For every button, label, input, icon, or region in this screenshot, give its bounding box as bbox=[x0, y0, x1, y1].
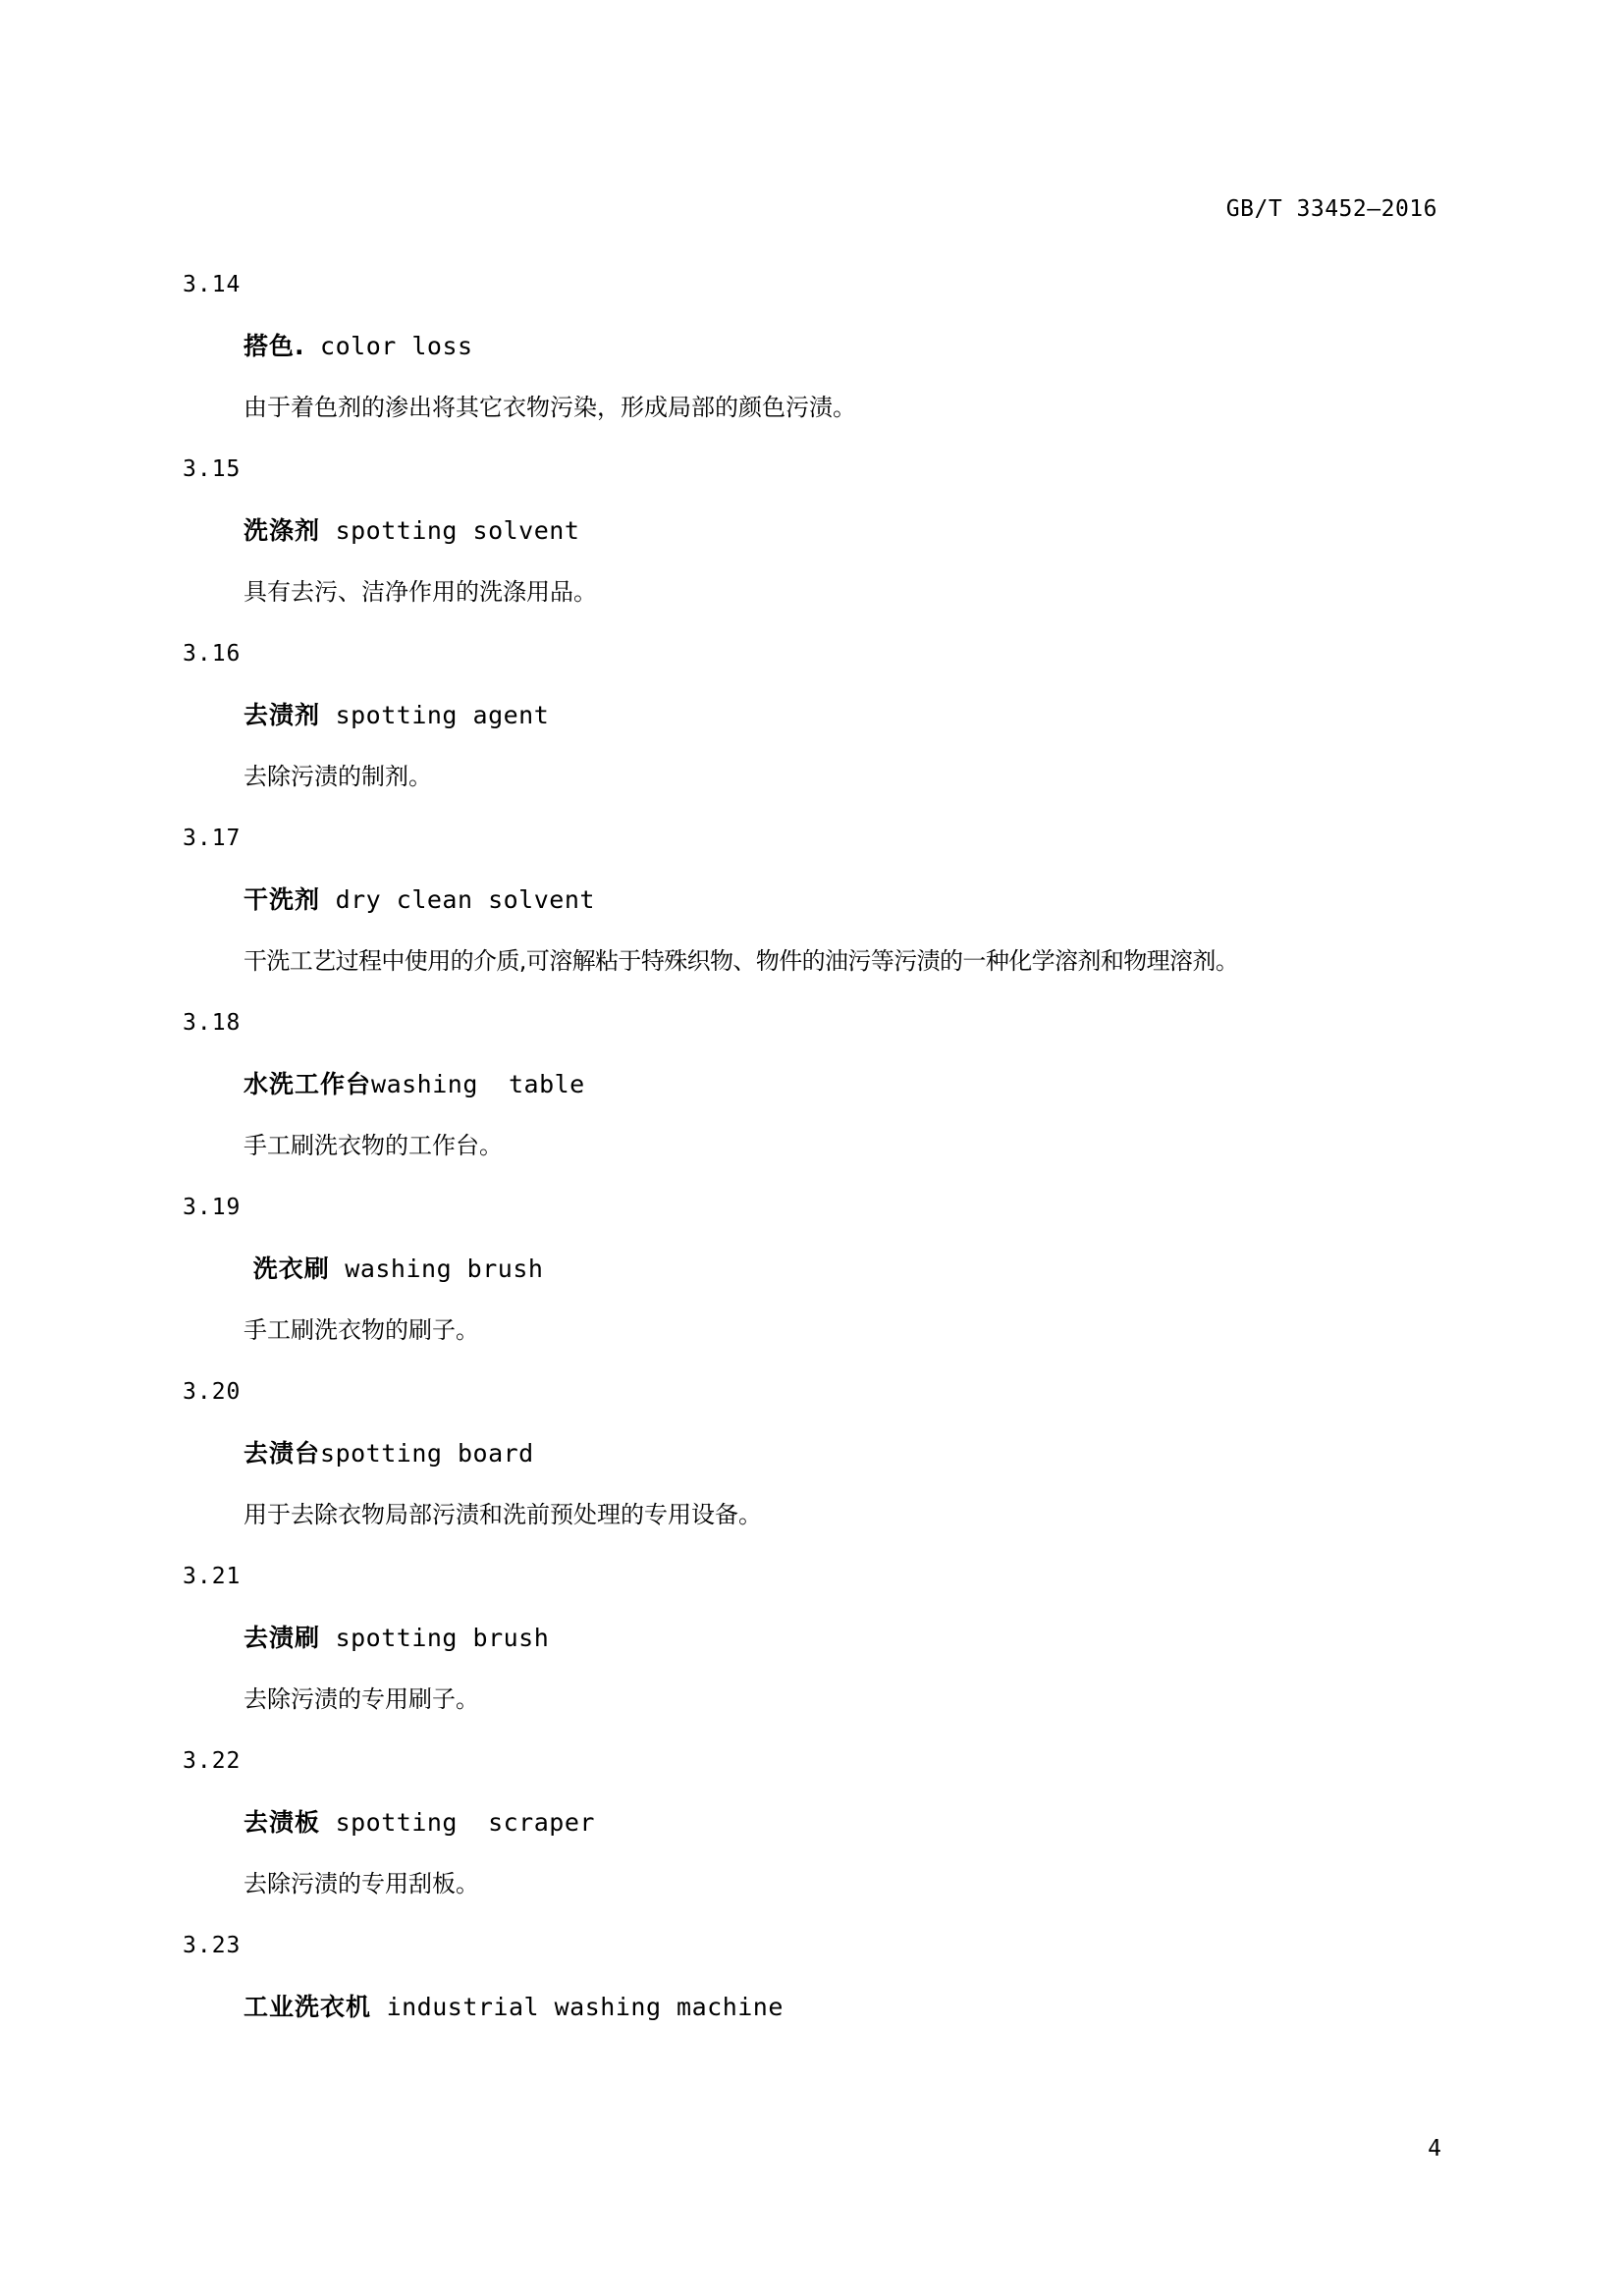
term-definition: 手工刷洗衣物的刷子。 bbox=[244, 1316, 479, 1344]
clause-number: 3.18 bbox=[183, 1010, 242, 1036]
term-definition: 去除污渍的专用刷子。 bbox=[244, 1685, 479, 1713]
clause-number: 3.16 bbox=[183, 641, 242, 667]
page-number: 4 bbox=[1428, 2136, 1441, 2162]
clause-number: 3.22 bbox=[183, 1748, 242, 1774]
term-entry bbox=[183, 1361, 1449, 1545]
term-definition: 去除污渍的制剂。 bbox=[244, 763, 432, 790]
term-entry bbox=[183, 1914, 1449, 2038]
term-chinese: 去渍剂 bbox=[244, 701, 321, 729]
term-english: spotting board bbox=[320, 1439, 534, 1468]
term-definition: 干洗工艺过程中使用的介质,可溶解粘于特殊织物、物件的油污等污渍的一种化学溶剂和物理溶剂。 bbox=[244, 947, 1239, 975]
term-heading bbox=[244, 685, 1449, 746]
clause-number: 3.17 bbox=[183, 826, 242, 851]
term-heading bbox=[244, 1792, 1449, 1853]
term-entry bbox=[183, 438, 1449, 622]
term-definition: 用于去除衣物局部污渍和洗前预处理的专用设备。 bbox=[244, 1501, 762, 1528]
term-english: color loss bbox=[304, 332, 473, 360]
term-english: spotting agent bbox=[320, 701, 550, 729]
clause-number: 3.14 bbox=[183, 272, 242, 297]
term-heading bbox=[244, 1608, 1449, 1669]
term-english: spotting scraper bbox=[320, 1808, 595, 1837]
term-english: spotting brush bbox=[320, 1624, 550, 1652]
term-chinese: 洗衣刷 bbox=[244, 1255, 330, 1283]
term-heading bbox=[244, 316, 1449, 377]
term-entry bbox=[183, 622, 1449, 807]
term-heading bbox=[244, 1054, 1449, 1115]
term-entry bbox=[183, 253, 1449, 438]
term-chinese: 去渍刷 bbox=[244, 1624, 321, 1652]
term-definition: 具有去污、洁净作用的洗涤用品。 bbox=[244, 578, 597, 606]
term-definition: 去除污渍的专用刮板。 bbox=[244, 1870, 479, 1897]
term-definition: 手工刷洗衣物的工作台。 bbox=[244, 1132, 503, 1159]
term-chinese: 洗涤剂 bbox=[244, 516, 321, 545]
term-entry bbox=[183, 1176, 1449, 1361]
term-chinese: 去渍板 bbox=[244, 1808, 321, 1837]
term-chinese: 搭色. bbox=[244, 332, 305, 360]
term-english: dry clean solvent bbox=[320, 885, 595, 914]
term-chinese: 去渍台 bbox=[244, 1439, 321, 1468]
term-chinese: 工业洗衣机 bbox=[244, 1993, 372, 2021]
clause-number: 3.21 bbox=[183, 1564, 242, 1589]
clause-number: 3.19 bbox=[183, 1195, 242, 1220]
term-entry bbox=[183, 807, 1449, 991]
term-chinese: 水洗工作台 bbox=[244, 1070, 372, 1098]
clause-number: 3.15 bbox=[183, 456, 242, 482]
term-english: industrial washing machine bbox=[371, 1993, 784, 2021]
term-english: washing brush bbox=[329, 1255, 544, 1283]
clause-number: 3.23 bbox=[183, 1933, 242, 1958]
term-chinese: 干洗剂 bbox=[244, 885, 321, 914]
term-english: washing table bbox=[371, 1070, 585, 1098]
term-heading bbox=[244, 870, 1449, 931]
term-heading bbox=[244, 1239, 1449, 1300]
term-definition: 由于着色剂的渗出将其它衣物污染，形成局部的颜色污渍。 bbox=[244, 394, 856, 421]
terms-definitions-list bbox=[183, 253, 1449, 2038]
term-heading bbox=[244, 501, 1449, 561]
term-heading bbox=[244, 1977, 1449, 2038]
clause-number: 3.20 bbox=[183, 1379, 242, 1405]
page-header-standard-number: GB/T 33452—2016 bbox=[1225, 196, 1437, 222]
term-entry bbox=[183, 1545, 1449, 1730]
term-entry bbox=[183, 991, 1449, 1176]
term-english: spotting solvent bbox=[320, 516, 580, 545]
term-heading bbox=[244, 1423, 1449, 1484]
term-entry bbox=[183, 1730, 1449, 1914]
